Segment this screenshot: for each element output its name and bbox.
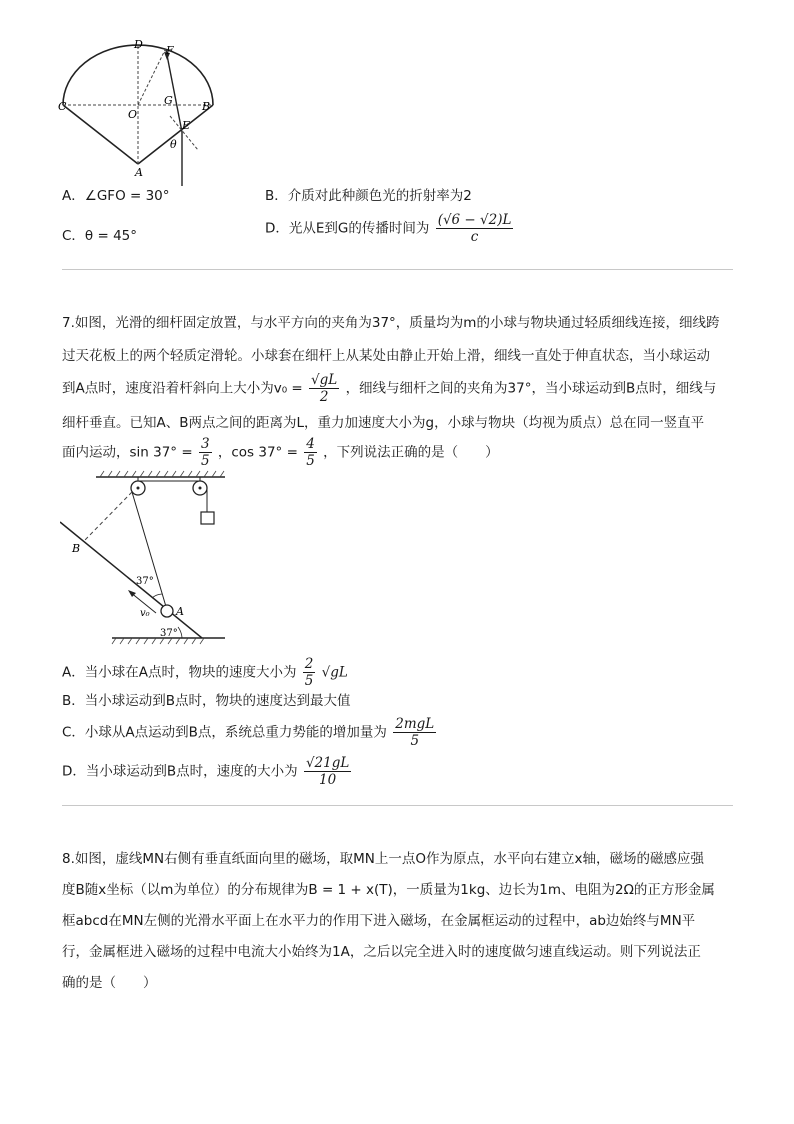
q6-option-d [265, 212, 515, 245]
q7-option-a-num: 2 [304, 656, 314, 672]
q7-line-1: 7.如图，光滑的细杆固定放置，与水平方向的夹角为37°，质量均为m的小球与物块通过轻质细线连接，细线跨 [62, 315, 720, 331]
label-e: E [182, 119, 191, 132]
q7-line-5-b: ，cos 37° = [217, 444, 298, 461]
q7-option-a-den: 5 [304, 673, 314, 689]
q7-option-a-fraction [303, 656, 316, 689]
q6-option-a: A．∠GFO = 30° [62, 188, 170, 204]
fig2-angle-top: 37° [136, 576, 154, 587]
q7-line-4: 细杆垂直。已知A、B两点之间的距离为L，重力加速度大小为g，小球与物块（均视为质点）总在同一竖直平 [62, 415, 705, 431]
rod [60, 522, 202, 638]
ray-fe [166, 50, 182, 132]
ball-a [161, 605, 173, 617]
fig2-label-v0: v₀ [140, 608, 150, 619]
q7-option-a [62, 656, 348, 689]
q7-option-b: B．当小球运动到B点时，物块的速度达到最大值 [62, 693, 351, 709]
q7-line-5 [62, 436, 499, 469]
q7-option-c-den: 5 [410, 733, 420, 749]
label-d: D [134, 38, 143, 51]
fig2-angle-bottom: 37° [160, 628, 178, 639]
q7-line-5-a: 面内运动，sin 37° = [62, 444, 193, 461]
q7-cos-num: 4 [306, 436, 315, 452]
fig2-label-b: B [72, 542, 81, 555]
q7-cos-den: 5 [306, 453, 315, 469]
q6-option-d-num: (√6 − √2)L [437, 212, 512, 228]
q7-option-d [62, 755, 353, 788]
label-theta: θ [170, 138, 177, 151]
q6-option-d-fraction [436, 212, 514, 245]
optics-figure [58, 38, 218, 188]
q7-option-d-text: D．当小球运动到B点时，速度的大小为 [62, 763, 298, 780]
q7-v0-num: √gL [311, 372, 338, 388]
q7-sin-num: 3 [200, 436, 210, 452]
divider-2 [62, 805, 733, 806]
label-g: G [164, 94, 173, 107]
label-a: A [135, 166, 143, 179]
q6-option-d-prefix: D．光从E到G的传播时间为 [265, 220, 430, 237]
q7-line-3-a: 到A点时，速度沿着杆斜向上大小为v₀ = [62, 380, 303, 397]
divider-1 [62, 269, 733, 270]
q7-option-c-text: C．小球从A点运动到B点，系统总重力势能的增加量为 [62, 724, 387, 741]
side-ba [138, 105, 213, 164]
block [201, 512, 214, 524]
q7-option-a-tail: √gL [321, 664, 348, 681]
label-o: O [128, 108, 138, 121]
q7-sin-den: 5 [200, 453, 210, 469]
string-to-ball [132, 492, 167, 610]
q6-option-d-den: c [470, 229, 479, 245]
q8-line-3: 框abcd在MN左侧的光滑水平面上在水平力的作用下进入磁场，在金属框运动的过程中，ab边始终与MN平 [62, 913, 696, 929]
rod-pulley-figure [60, 470, 235, 645]
dashed-to-b [83, 492, 132, 542]
label-b: B [202, 100, 211, 113]
q7-option-d-num: √21gL [305, 755, 350, 771]
q7-v0-fraction [309, 372, 339, 405]
q7-sin-fraction [199, 436, 212, 469]
q7-option-a-text: A．当小球在A点时，物块的速度大小为 [62, 664, 297, 681]
q8-line-5: 确的是（ ） [62, 975, 157, 991]
q6-option-c: C．θ = 45° [62, 228, 138, 244]
q7-line-5-c: ，下列说法正确的是（ ） [323, 444, 499, 461]
q7-cos-fraction [304, 436, 317, 469]
q7-line-2: 过天花板上的两个轻质定滑轮。小球套在细杆上从某处由静止开始上滑，细线一直处于伸直状态，当小球运动 [62, 348, 710, 364]
dashed-of [138, 48, 166, 105]
q7-option-c-fraction [393, 716, 436, 749]
q8-line-2: 度B随x坐标（以m为单位）的分布规律为B = 1 + x(T)，一质量为1kg、边长为1m、电阻为2Ω的正方形金属 [62, 882, 715, 898]
q7-v0-den: 2 [319, 389, 329, 405]
side-ca [63, 105, 138, 164]
q7-line-3 [62, 372, 716, 405]
fig2-label-a: A [176, 605, 184, 618]
label-f: F [166, 44, 174, 57]
q8-line-4: 行，金属框进入磁场的过程中电流大小始终为1A，之后以完全进入时的速度做匀速直线运动。则下列说法正 [62, 944, 701, 960]
label-c: C [58, 100, 67, 113]
q7-line-3-b: ，细线与细杆之间的夹角为37°，当小球运动到B点时，细线与 [345, 380, 717, 397]
q7-option-c-num: 2mgL [395, 716, 435, 732]
q8-line-1: 8.如图，虚线MN右侧有垂直纸面向里的磁场，取MN上一点O作为原点，水平向右建立x轴，磁场的磁感应强 [62, 851, 704, 867]
q6-option-b: B．介质对此种颜色光的折射率为2 [265, 188, 472, 204]
q7-option-d-den: 10 [319, 772, 337, 788]
q7-option-c [62, 716, 438, 749]
q7-option-d-fraction [304, 755, 351, 788]
